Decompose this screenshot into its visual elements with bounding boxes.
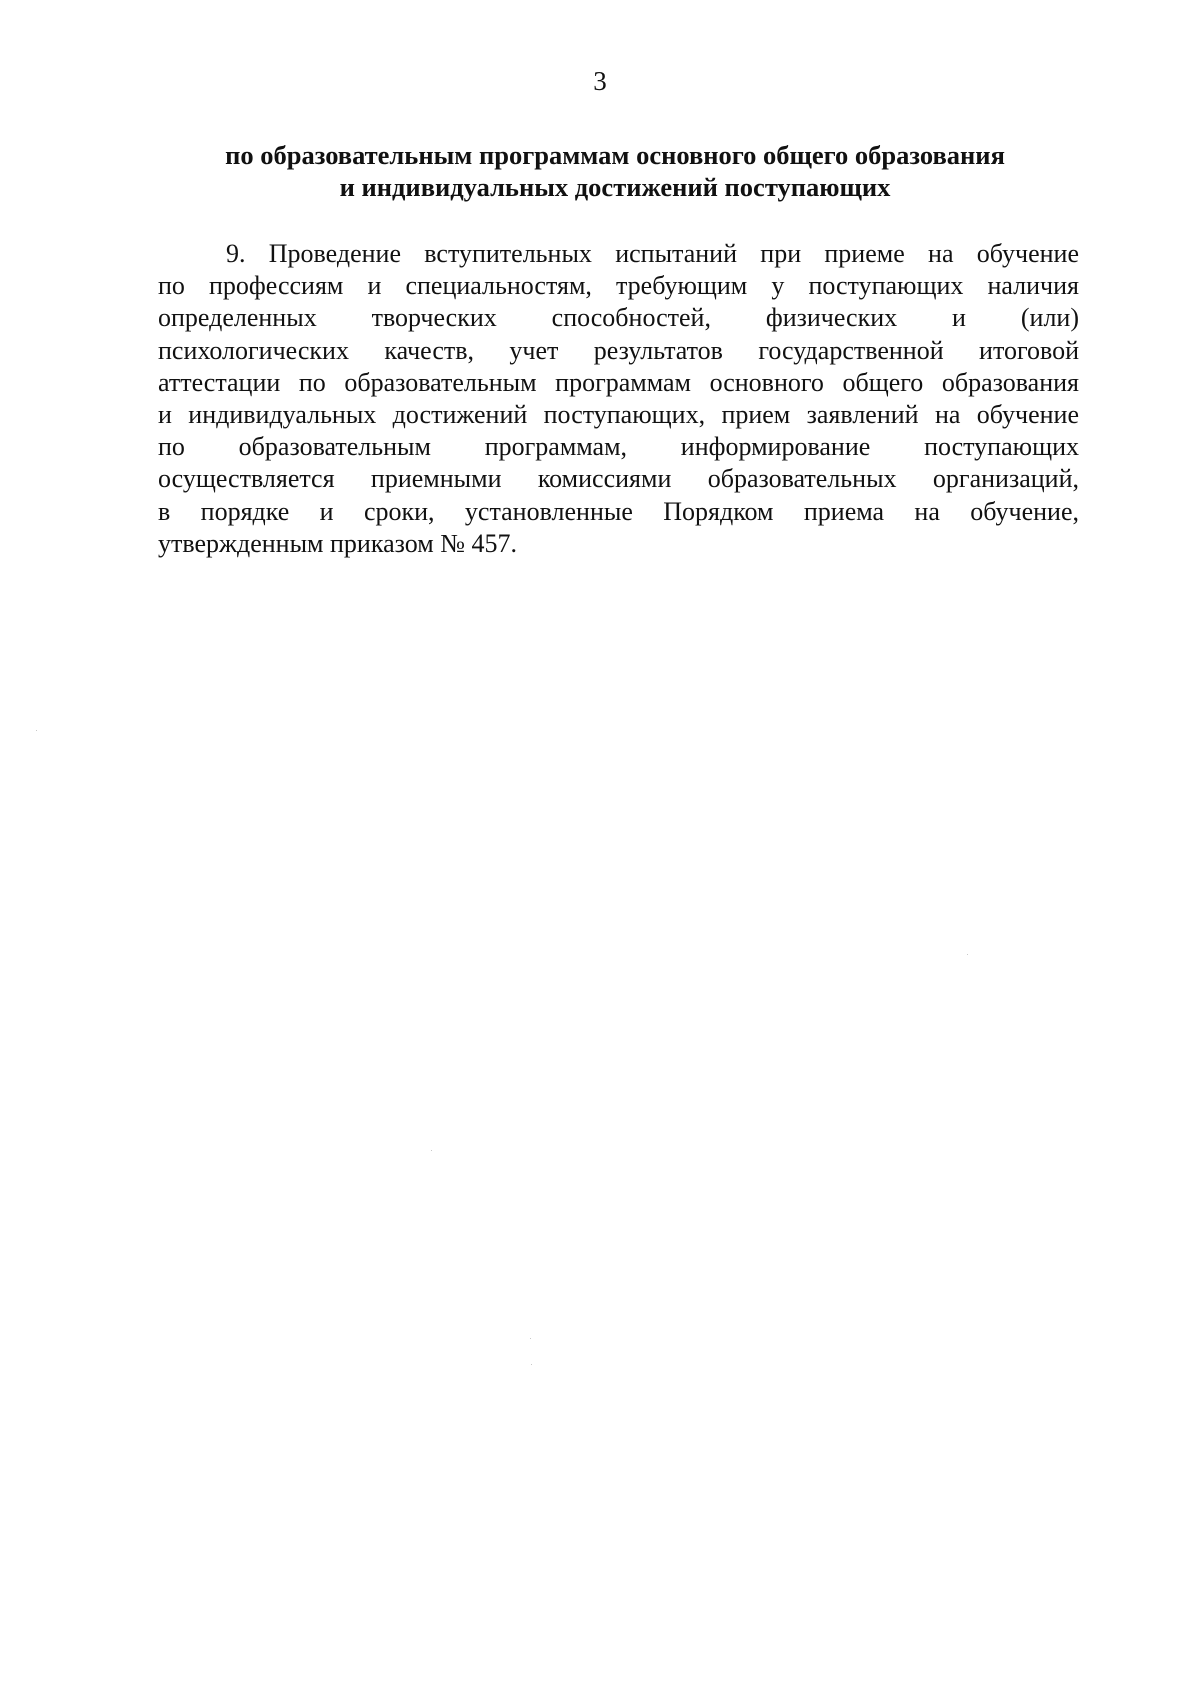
paragraph-line: психологических качеств, учет результатов государственной итоговой bbox=[158, 335, 1079, 365]
scan-speck bbox=[531, 1364, 532, 1365]
section-title bbox=[150, 139, 1080, 203]
paragraph-line: утвержденным приказом № 457. bbox=[158, 528, 517, 558]
scan-speck bbox=[530, 1338, 531, 1339]
paragraph-line: по профессиям и специальностям, требующим у поступающих наличия bbox=[158, 271, 1079, 301]
paragraph-line: по образовательным программам, информирование поступающих bbox=[158, 432, 1079, 462]
paragraph-line: и индивидуальных достижений поступающих, прием заявлений на обучение bbox=[158, 399, 1079, 429]
paragraph-line: аттестации по образовательным программам основного общего образования bbox=[158, 367, 1079, 397]
paragraph-line: 9. Проведение вступительных испытаний при приеме на обучение bbox=[226, 239, 1079, 268]
section-title-line-1: по образовательным программам основного общего образования bbox=[225, 140, 1005, 170]
paragraph-line: в порядке и сроки, установленные Порядком приема на обучение, bbox=[158, 496, 1079, 526]
paragraph-9 bbox=[158, 238, 1079, 560]
scan-speck bbox=[431, 1150, 432, 1151]
paragraph-line: осуществляется приемными комиссиями образовательных организаций, bbox=[158, 464, 1079, 494]
paragraph-line: определенных творческих способностей, физических и (или) bbox=[158, 303, 1079, 333]
page-number: 3 bbox=[593, 66, 607, 96]
section-title-line-2: и индивидуальных достижений поступающих bbox=[339, 172, 891, 202]
scan-speck bbox=[36, 730, 37, 731]
scan-speck bbox=[967, 954, 968, 955]
